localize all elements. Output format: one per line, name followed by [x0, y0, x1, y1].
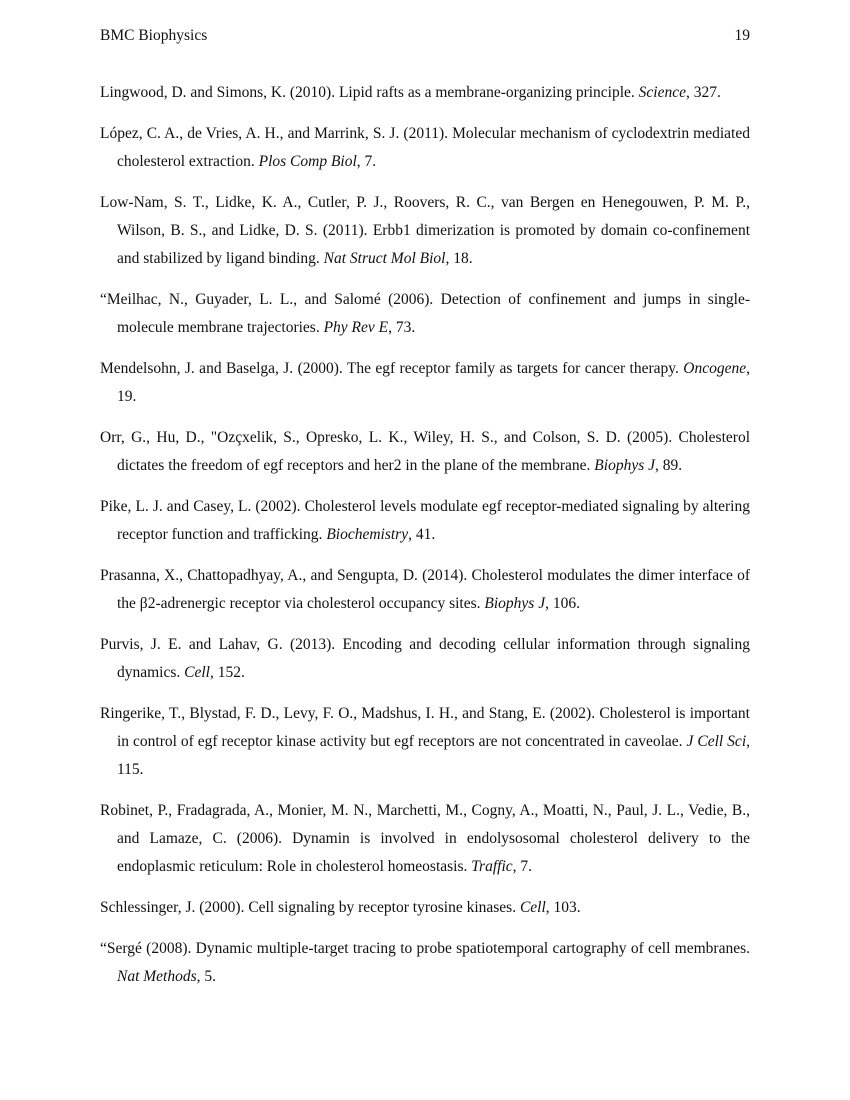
reference-volume: , 103.: [545, 899, 581, 916]
reference-item: [100, 355, 750, 411]
reference-volume: , 7.: [512, 858, 533, 875]
page-number: 19: [734, 27, 750, 44]
reference-list: [100, 79, 750, 1004]
reference-volume: , 89.: [655, 457, 683, 474]
reference-journal: Oncogene: [683, 360, 747, 377]
reference-text: Mendelsohn, J. and Baselga, J. (2000). The egf receptor family as targets for cancer therapy.: [100, 360, 684, 377]
reference-text: Lingwood, D. and Simons, K. (2010). Lipid rafts as a membrane-organizing principle.: [100, 84, 639, 101]
journal-name: BMC Biophysics: [100, 27, 208, 44]
reference-item: [100, 797, 750, 881]
reference-item: [100, 894, 750, 922]
reference-journal: Nat Methods: [117, 968, 197, 985]
reference-journal: Science: [638, 84, 686, 101]
reference-journal: Biochemistry: [326, 526, 409, 543]
reference-text: Prasanna, X., Chattopadhyay, A., and Sengupta, D. (2014). Cholesterol modulates the dimer interface of the β2-adrenergic receptor via cholesterol occupancy sites.: [100, 567, 750, 612]
reference-item: [100, 120, 750, 176]
reference-volume: , 73.: [388, 319, 416, 336]
reference-volume: , 19.: [117, 360, 750, 405]
reference-text: Low-Nam, S. T., Lidke, K. A., Cutler, P. J., Roovers, R. C., van Bergen en Henegouwen, P. M. P., Wilson, B. S., and Lidke, D. S. (2011). Erbb1 dimerization is promoted by domain co-confinement and stabilized by ligand binding.: [100, 194, 750, 267]
reference-journal: Traffic: [471, 858, 513, 875]
reference-item: [100, 562, 750, 618]
reference-item: [100, 493, 750, 549]
reference-item: [100, 79, 750, 107]
reference-item: [100, 286, 750, 342]
reference-text: Purvis, J. E. and Lahav, G. (2013). Encoding and decoding cellular information through signaling dynamics.: [100, 636, 750, 681]
reference-text: Orr, G., Hu, D., "Ozçxelik, S., Opresko, L. K., Wiley, H. S., and Colson, S. D. (2005). Cholesterol dictates the freedom of egf receptors and her2 in the plane of the membrane.: [100, 429, 750, 474]
reference-volume: , 7.: [356, 153, 377, 170]
reference-volume: , 115.: [117, 733, 750, 778]
reference-journal: Plos Comp Biol: [258, 153, 357, 170]
reference-item: [100, 700, 750, 784]
reference-volume: , 152.: [210, 664, 245, 681]
reference-item: [100, 631, 750, 687]
reference-item: [100, 189, 750, 273]
reference-journal: Nat Struct Mol Biol: [323, 250, 446, 267]
reference-text: Robinet, P., Fradagrada, A., Monier, M. N., Marchetti, M., Cogny, A., Moatti, N., Paul, J. L., Vedie, B., and Lamaze, C. (2006). Dynamin is involved in endolysosomal cholesterol delivery to the endoplasmic reticulum: Role in cholesterol homeostasis.: [100, 802, 750, 875]
reference-journal: Cell: [519, 899, 546, 916]
reference-journal: Biophys J: [594, 457, 655, 474]
reference-text: Ringerike, T., Blystad, F. D., Levy, F. O., Madshus, I. H., and Stang, E. (2002). Cholesterol is important in control of egf receptor kinase activity but egf receptors are not concentrated in caveolae.: [100, 705, 750, 750]
running-header: [100, 24, 750, 48]
reference-volume: , 18.: [445, 250, 473, 267]
reference-volume: , 106.: [545, 595, 580, 612]
reference-item: [100, 935, 750, 991]
reference-text: “Sergé (2008). Dynamic multiple-target tracing to probe spatiotemporal cartography of cell membranes.: [100, 940, 750, 957]
reference-journal: Cell: [184, 664, 210, 681]
reference-text: “Meilhac, N., Guyader, L. L., and Salomé (2006). Detection of confinement and jumps in single-molecule membrane trajectories.: [100, 291, 750, 336]
reference-volume: , 327.: [685, 84, 721, 101]
reference-text: Schlessinger, J. (2000). Cell signaling by receptor tyrosine kinases.: [100, 899, 520, 916]
reference-volume: , 41.: [408, 526, 436, 543]
reference-item: [100, 424, 750, 480]
reference-text: Pike, L. J. and Casey, L. (2002). Cholesterol levels modulate egf receptor-mediated signaling by altering receptor function and trafficking.: [100, 498, 750, 543]
reference-journal: Biophys J: [484, 595, 546, 612]
reference-journal: Phy Rev E: [323, 319, 389, 336]
reference-volume: , 5.: [196, 968, 217, 985]
reference-text: López, C. A., de Vries, A. H., and Marrink, S. J. (2011). Molecular mechanism of cyclodextrin mediated cholesterol extraction.: [100, 125, 750, 170]
reference-journal: J Cell Sci: [686, 733, 747, 750]
